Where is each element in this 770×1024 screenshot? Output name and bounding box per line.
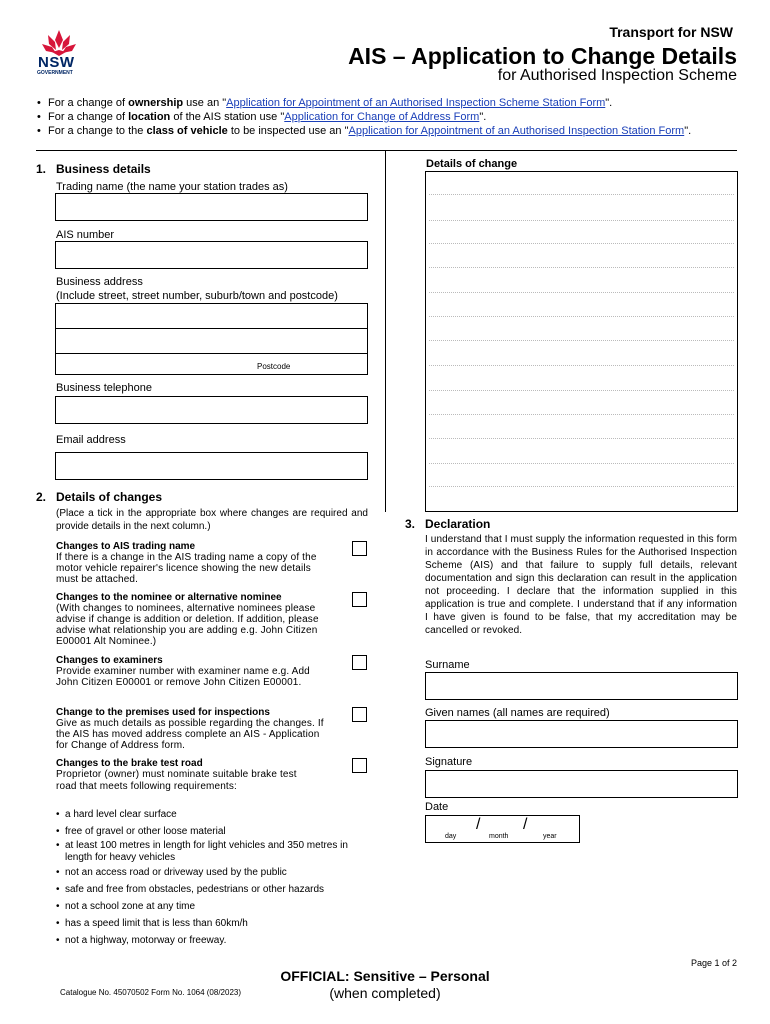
change-item-title: Changes to AIS trading name [56,541,196,552]
ruled-line [429,267,734,268]
requirement-item: • free of gravel or other loose material [56,826,226,837]
business-address-hint: (Include street, street number, suburb/town and postcode) [56,290,338,302]
change-item-desc: Proprietor (owner) must nominate suitable brake test road that meets following requirements: [56,769,297,792]
business-address-line2[interactable] [55,328,368,354]
ruled-line [429,340,734,341]
trading-name-checkbox[interactable] [352,541,367,556]
business-address-label: Business address [56,276,143,288]
change-item-desc: If there is a change in the AIS trading name a copy of the motor vehicle repairer's licence showing the new details must be attached. [56,552,317,585]
details-of-change-title: Details of change [426,158,518,170]
given-names-label: Given names (all names are required) [425,707,610,719]
surname-label: Surname [425,659,470,671]
section2-title: Details of changes [56,490,163,504]
change-item-brake-road [56,758,312,793]
email-address-label: Email address [56,434,126,446]
catalogue-number: Catalogue No. 45070502 Form No. 1064 (08/2023) [60,988,242,997]
change-item-trading-name [56,541,332,585]
brake-road-requirements [56,806,376,949]
change-item-desc: Give as much details as possible regarding the changes. If the AIS has moved address complete an AIS - Application for Change of Address form. [56,718,324,751]
date-separator: / [523,816,528,833]
section2-number: 2. [36,490,47,504]
change-of-address-link[interactable]: Application for Change of Address Form [284,111,480,123]
ais-number-label: AIS number [56,229,115,241]
signature-label: Signature [425,756,473,768]
ruled-line [429,194,734,195]
page-number: Page 1 of 2 [690,958,737,968]
nsw-government-logo [34,28,84,78]
ownership-form-link[interactable]: Application for Appointment of an Authorised Inspection Scheme Station Form [226,97,606,109]
date-month-hint: month [489,833,509,840]
classification-qualifier: (when completed) [329,985,441,1001]
section-divider [36,150,737,151]
bullet-icon: • [37,125,41,137]
requirement-item: • a hard level clear surface [56,809,177,820]
postcode-label: Postcode [257,362,291,371]
change-item-desc: Provide examiner number with examiner name e.g. Add John Citizen E00001 or remove John Citizen E00001. [56,666,310,688]
intro-item: • For a change to the class of vehicle to be inspected use an "Application for Appointment of an Authorised Inspection Station Form". [37,125,692,137]
change-item-title: Changes to the nominee or alternative nominee [56,592,282,603]
change-item-title: Changes to the brake test road [56,758,203,769]
section1-title: Business details [56,162,151,176]
details-of-change-field[interactable] [425,171,738,512]
logo-sub: GOVERNMENT [37,70,73,76]
ruled-line [429,390,734,391]
declaration-text: I understand that I must supply the information requested in this form in accordance with the Business Rules for the Authorised Inspection Scheme (AIS) and that failure to supply full details, relevant documentation and sign this declaration can result in the application not proceeding. I declare that the information supplied in this application is true and complete. I understand that if any information I have given is found to be false, that my accreditation may be cancelled or revoked. [425,534,737,636]
ruled-line [429,316,734,317]
date-label: Date [425,801,449,813]
agency-name: Transport for NSW [609,24,733,40]
form-title: AIS – Application to Change Details [348,43,737,69]
section3-number: 3. [405,517,416,531]
intro-list [37,96,691,138]
bullet-icon: • [37,111,41,123]
premises-checkbox[interactable] [352,707,367,722]
column-divider [385,150,386,512]
change-item-examiners [56,655,332,688]
business-telephone-field[interactable] [55,396,368,424]
date-separator: / [476,816,481,833]
intro-item: • For a change of ownership use an "Application for Appointment of an Authorised Inspection Scheme Station Form". [37,97,613,109]
ruled-line [429,220,734,221]
trading-name-label: Trading name (the name your station trades as) [56,181,288,193]
change-item-premises [56,707,332,751]
requirement-item: • at least 100 metres in length for light vehicles and 350 metres in length for heavy vehicles [56,840,348,863]
bullet-icon: • [37,97,41,109]
intro-item: • For a change of location of the AIS station use "Application for Change of Address Form". [37,111,487,123]
ruled-line [429,486,734,487]
ruled-line [429,292,734,293]
date-field[interactable] [425,815,580,843]
requirement-item: • not a highway, motorway or freeway. [56,935,227,946]
date-day-hint: day [445,833,457,840]
nominee-checkbox[interactable] [352,592,367,607]
postcode-field[interactable] [55,353,368,375]
change-item-title: Change to the premises used for inspections [56,707,270,718]
requirement-item: • has a speed limit that is less than 60km/h [56,918,248,929]
form-subtitle: for Authorised Inspection Scheme [497,67,737,84]
signature-field[interactable] [425,770,738,798]
business-address-line1[interactable] [55,303,368,329]
surname-field[interactable] [425,672,738,700]
requirement-item: • safe and free from obstacles, pedestrians or other hazards [56,884,325,895]
ruled-line [429,414,734,415]
class-of-vehicle-link[interactable]: Application for Appointment of an Authorised Inspection Station Form [348,125,685,137]
change-item-nominee [56,592,332,647]
ruled-line [429,365,734,366]
ruled-line [429,243,734,244]
date-year-hint: year [543,833,557,840]
change-item-desc: (With changes to nominees, alternative nominees please advise if change is addition or deletion. If addition, please advise what relationship you are adding e.g. John Citizen E00001 Alt Nominee.) [56,603,319,647]
section2-intro: (Place a tick in the appropriate box where changes are required and provide details in the next column.) [56,508,368,532]
business-telephone-label: Business telephone [56,382,153,394]
section3-title: Declaration [425,517,491,531]
ruled-line [429,463,734,464]
ruled-line [429,438,734,439]
logo-wordmark: NSW [38,54,75,71]
change-item-title: Changes to examiners [56,655,163,666]
given-names-field[interactable] [425,720,738,748]
security-classification: OFFICIAL: Sensitive – Personal [280,968,490,984]
requirement-item: • not a school zone at any time [56,901,196,912]
brake-road-checkbox[interactable] [352,758,367,773]
ais-number-field[interactable] [55,241,368,269]
email-address-field[interactable] [55,452,368,480]
trading-name-field[interactable] [55,193,368,221]
examiners-checkbox[interactable] [352,655,367,670]
requirement-item: • not an access road or driveway used by the public [56,867,287,878]
section1-number: 1. [36,162,47,176]
